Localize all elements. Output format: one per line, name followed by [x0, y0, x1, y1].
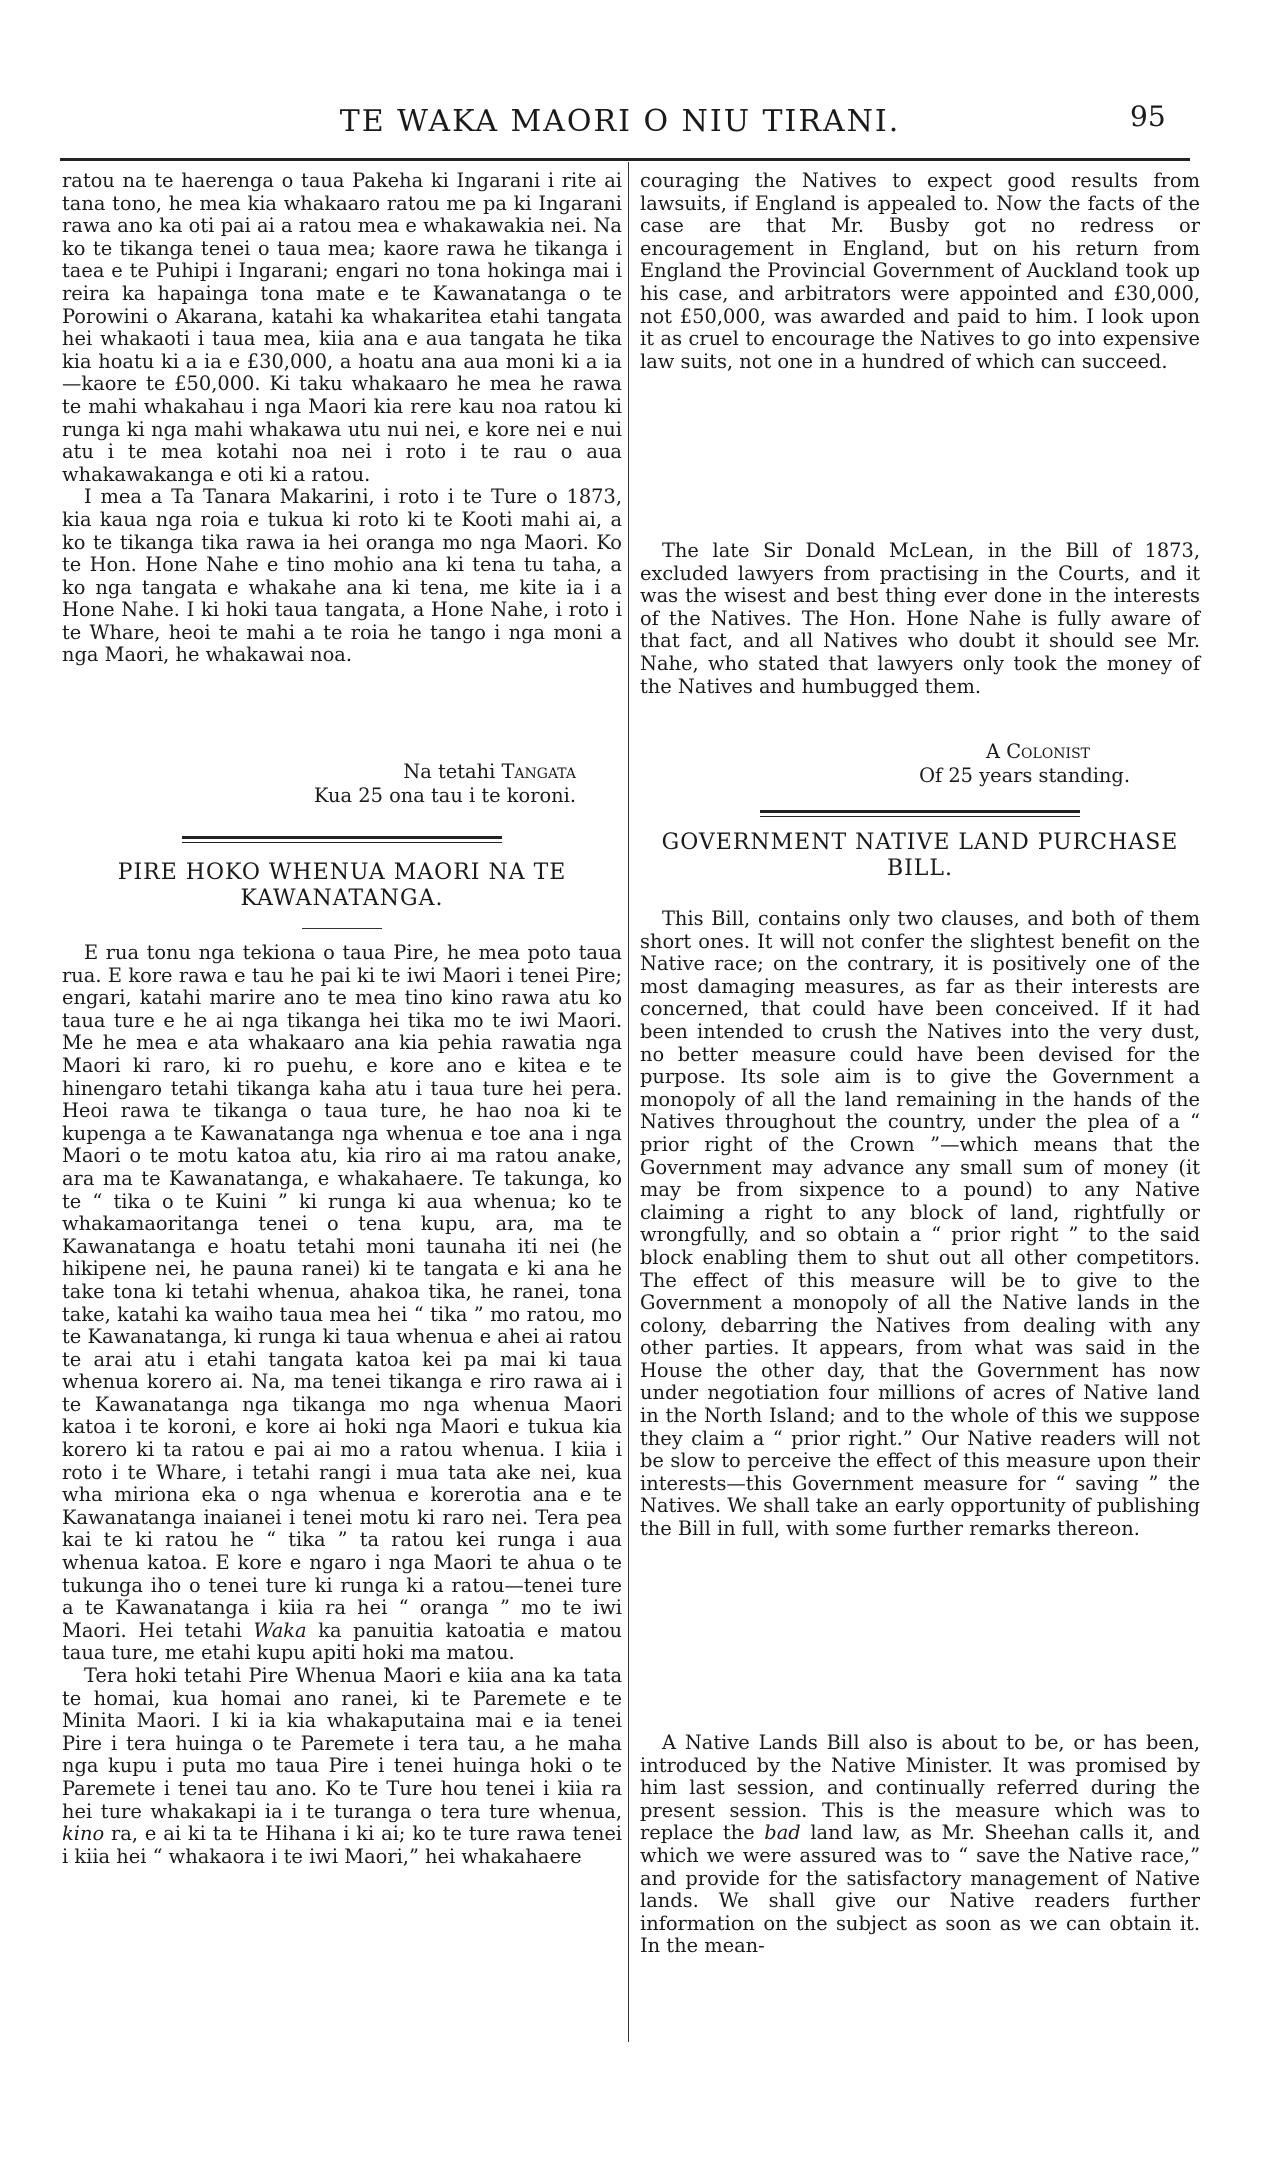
right-article-paragraph-1: This Bill, contains only two clauses, and both of them short ones. It will not confer the slightest benefit on the Native race; on the contrary, it is positively one of the most damaging measures, as far as their interests are concerned, that could have been conceived. If it had been intended to crush the Natives into the very dust, no better measure could have been devised for the purpose. Its sole aim is to give the Government a monopoly of all the land remaining in the hands of the Natives throughout the country, under the plea of a “ prior right of the Crown ”—which means that the Government may advance any small sum of money (it may be from sixpence to a pound) to any Native claiming a right to any block of land, rightfully or wrongfully, and so obtain a “ prior right ” to the said block enabling them to shut out all other competitors. The effect of this measure will be to give to the Government a monopoly of all the Native lands in the colony, debarring the Natives from dealing with any other parties. It appears, from what was said in the House the other day, that the Government has now under negotiation four millions of acres of Native land in the North Island; and to the whole of this we suppose they claim a “ prior right.” Our Native readers will not be slow to perceive the effect of this measure upon their interests—this Government measure for “ saving ” the Natives. We shall take an early opportunity of publishing the Bill in full, with some further remarks thereon.: [640, 907, 1200, 1541]
left-letter-paragraph-1: ratou na te haerenga o taua Pakeha ki Ingarani i rite ai tana tono, he mea kia whakaaro ratou me pa ki Ingarani rawa ano ka oti pai ai a ratou mea e whakawakia nei. Na ko te tikanga tenei o taua mea; kaore rawa he tikanga i taea e te Puhipi i Ingarani; engari no tona hokinga mai i reira ka hapainga tona mate e te Kawanatanga o te Porowini o Akarana, katahi ka whakaritea etahi tangata hei whakaoti i taua mea, kiia ana e aua tangata he tika kia hoatu ki a ia e £30,000, a hoatu ana aua moni ki a ia—kaore te £50,000. Ki taku whakaaro he mea he rawa te mahi whakahau i nga Maori kia rere kau noa ratou ki runga ki nga mahi whakawa utu nui nei, e kore nei e nui atu i te mea kotahi noa nei i roto i te rau o aua whakawakanga e oti ki a ratou.: [62, 169, 622, 486]
kino-italic: kino: [62, 1822, 105, 1846]
left-letter-continuation: [62, 170, 622, 667]
left-signature-line-2: Kua 25 ona tau i te koroni.: [313, 784, 576, 807]
left-article-paragraph-2: Tera hoki tetahi Pire Whenua Maori e kiia ana ka tata te homai, kua homai ano ranei, ki te Paremete e te Minita Maori. I ki ia kia whakaputaina mai e ia tenei Pire i tera huinga o te Paremete i tera tau, a he maha nga kupu i puta mo taua Pire i tenei huinga hoki o te Paremete i tenei tau ano. Ko te Ture hou tenei i kiia ra hei ture whakakapi ia i te turanga o tera ture whenua, kino ra, e ai ki ta te Hihana i ki ai; ko te ture rawa tenei i kiia hei “ whakaora i te iwi Maori,” hei whakahaere: [62, 1664, 622, 1868]
right-section-rule: [760, 810, 1080, 813]
left-article-body: [62, 942, 622, 1868]
left-signature-line-1: [62, 760, 622, 784]
right-signature: [640, 740, 1200, 788]
running-title: TE WAKA MAORI O NIU TIRANI.: [339, 104, 901, 139]
right-letter-continuation: [640, 170, 1200, 373]
right-article-body-1: [640, 908, 1200, 1541]
right-signature-line-2: Of 25 years standing.: [919, 764, 1130, 787]
left-article-paragraph-1: E rua tonu nga tekiona o taua Pire, he mea poto taua rua. E kore rawa e tau he pai ki te iwi Maori i tenei Pire; engari, katahi marire ano te mea tino kino rawa atu ko taua ture e he ai nga tikanga hei tika mo te iwi Maori. Me he mea e ata whakaaro ana kia pehia rawatia nga Maori ki raro, ki ro puehu, e kore ano e kitea e te hinengaro tetahi tikanga kaha atu i taua ture hei pera. Heoi rawa te tikanga o taua ture, he hao noa ki te kupenga a te Kawanatanga nga whenua e toe ana i nga Maori o te motu katoa atu, kia riro ai ma ratou anake, ara ma te Kawanatanga, e whakahaere. Te takunga, ko te “ tika o te Kuini ” ki runga ki aua whenua; ko te whakamaoritanga tenei o tena kupu, ara, ma te Kawanatanga e hoatu tetahi moni taunaha iti nei (he hikipene nei, he pauna ranei) ki te tangata e ki ana he take tona ki tetahi whenua, ahakoa tika, he ranei, tona take, katahi ka waiho taua mea hei “ tika ” mo ratou, mo te Kawanatanga, ki runga ki taua whenua e ahei ai ratou te arai atu i etahi tangata katoa kei pa mai ki taua whenua korero ai. Na, ma tenei tikanga e riro rawa ai i te Kawanatanga nga tikanga mo nga whenua Maori katoa i te koroni, e kore ai hoki nga Maori e tukua kia korero ki ta ratou e pai ai mo a ratou whenua. I kiia i roto i te Whare, i tetahi rangi i mua tata ake nei, kua wha miriona eka o nga whenua e korerotia ana e te Kawanatanga inaianei i tenei motu ki raro nei. Tera pea kai te ki ratou he “ tika ” ta ratou kei runga i aua whenua katoa. E kore e ngaro i nga Maori te ahua o te tukunga iho o tenei ture ki runga ki a ratou—tenei ture a te Kawanatanga i kiia ra hei “ oranga ” mo te iwi Maori. Hei tetahi Waka ka panuitia katoatia e matou taua ture, me etahi kupu apiti hoki ma matou.: [62, 941, 622, 1665]
left-signature-prefix: Na tetahi: [403, 760, 496, 783]
header-rule: [60, 158, 1190, 161]
left-signature-name: Tangata: [501, 760, 576, 783]
right-article-heading-line-2: BILL.: [886, 856, 954, 881]
left-section-rule: [182, 836, 502, 839]
page-number: 95: [1130, 100, 1166, 133]
left-article-heading-line-2: KAWANATANGA.: [240, 886, 444, 911]
right-article-body-2: [640, 1732, 1200, 1958]
right-letter-second-block: [640, 540, 1200, 698]
left-heading-underline: [302, 928, 382, 929]
right-letter-paragraph-2: The late Sir Donald McLean, in the Bill of 1873, excluded lawyers from practising in the Courts, and it was the wisest and best thing ever done in the interests of the Natives. The Hon. Hone Nahe is fully aware of that fact, and all Natives who doubt it should see Mr. Nahe, who stated that lawyers only took the money of the Natives and humbugged them.: [640, 539, 1200, 698]
waka-italic: Waka: [253, 1618, 307, 1642]
right-letter-paragraph-1: couraging the Natives to expect good results from lawsuits, if England is appealed to. Now the facts of the case are that Mr. Busby got no redress or encouragement in England, but on his return from England the Provincial Government of Auckland took up his case, and arbitrators were appointed and £30,000, not £50,000, was awarded and paid to him. I look upon it as cruel to encourage the Natives to go into expensive law suits, not one in a hundred of which can succeed.: [640, 169, 1200, 373]
right-article-paragraph-2: A Native Lands Bill also is about to be, or has been, introduced by the Native Minister. It was promised by him last session, and continually referred during the present session. This is the measure which was to replace the bad land law, as Mr. Sheehan calls it, and which we were assured was to “ save the Native race,” and provide for the satisfactory management of Native lands. We shall give our Native readers further information on the subject as soon as we can obtain it. In the mean-: [640, 1731, 1200, 1958]
right-article-heading: [640, 830, 1200, 882]
left-letter-paragraph-2: I mea a Ta Tanara Makarini, i roto i te Ture o 1873, kia kaua nga roia e tukua ki roto ki te Kooti mahi ai, a ko te tikanga tika rawa ia hei oranga mo nga Maori. Ko te Hon. Hone Nahe e tino mohio ana ki tena tu taha, a ko nga tangata e whakahe ana ki tena, me kite ia i a Hone Nahe. I ki hoki taua tangata, a Hone Nahe, i roto i te Whare, heoi te mahi a te roia he tango i nga moni a nga Maori, he whakawai noa.: [62, 485, 622, 667]
left-article-heading-line-1: PIRE HOKO WHENUA MAORI NA TE: [117, 860, 567, 885]
left-signature: [62, 760, 622, 808]
bad-italic: bad: [764, 1821, 801, 1845]
right-signature-line-1: A Colonist: [986, 740, 1090, 763]
right-article-heading-line-1: GOVERNMENT NATIVE LAND PURCHASE: [661, 830, 1179, 855]
left-article-heading: [62, 860, 622, 912]
column-divider: [628, 162, 629, 2042]
